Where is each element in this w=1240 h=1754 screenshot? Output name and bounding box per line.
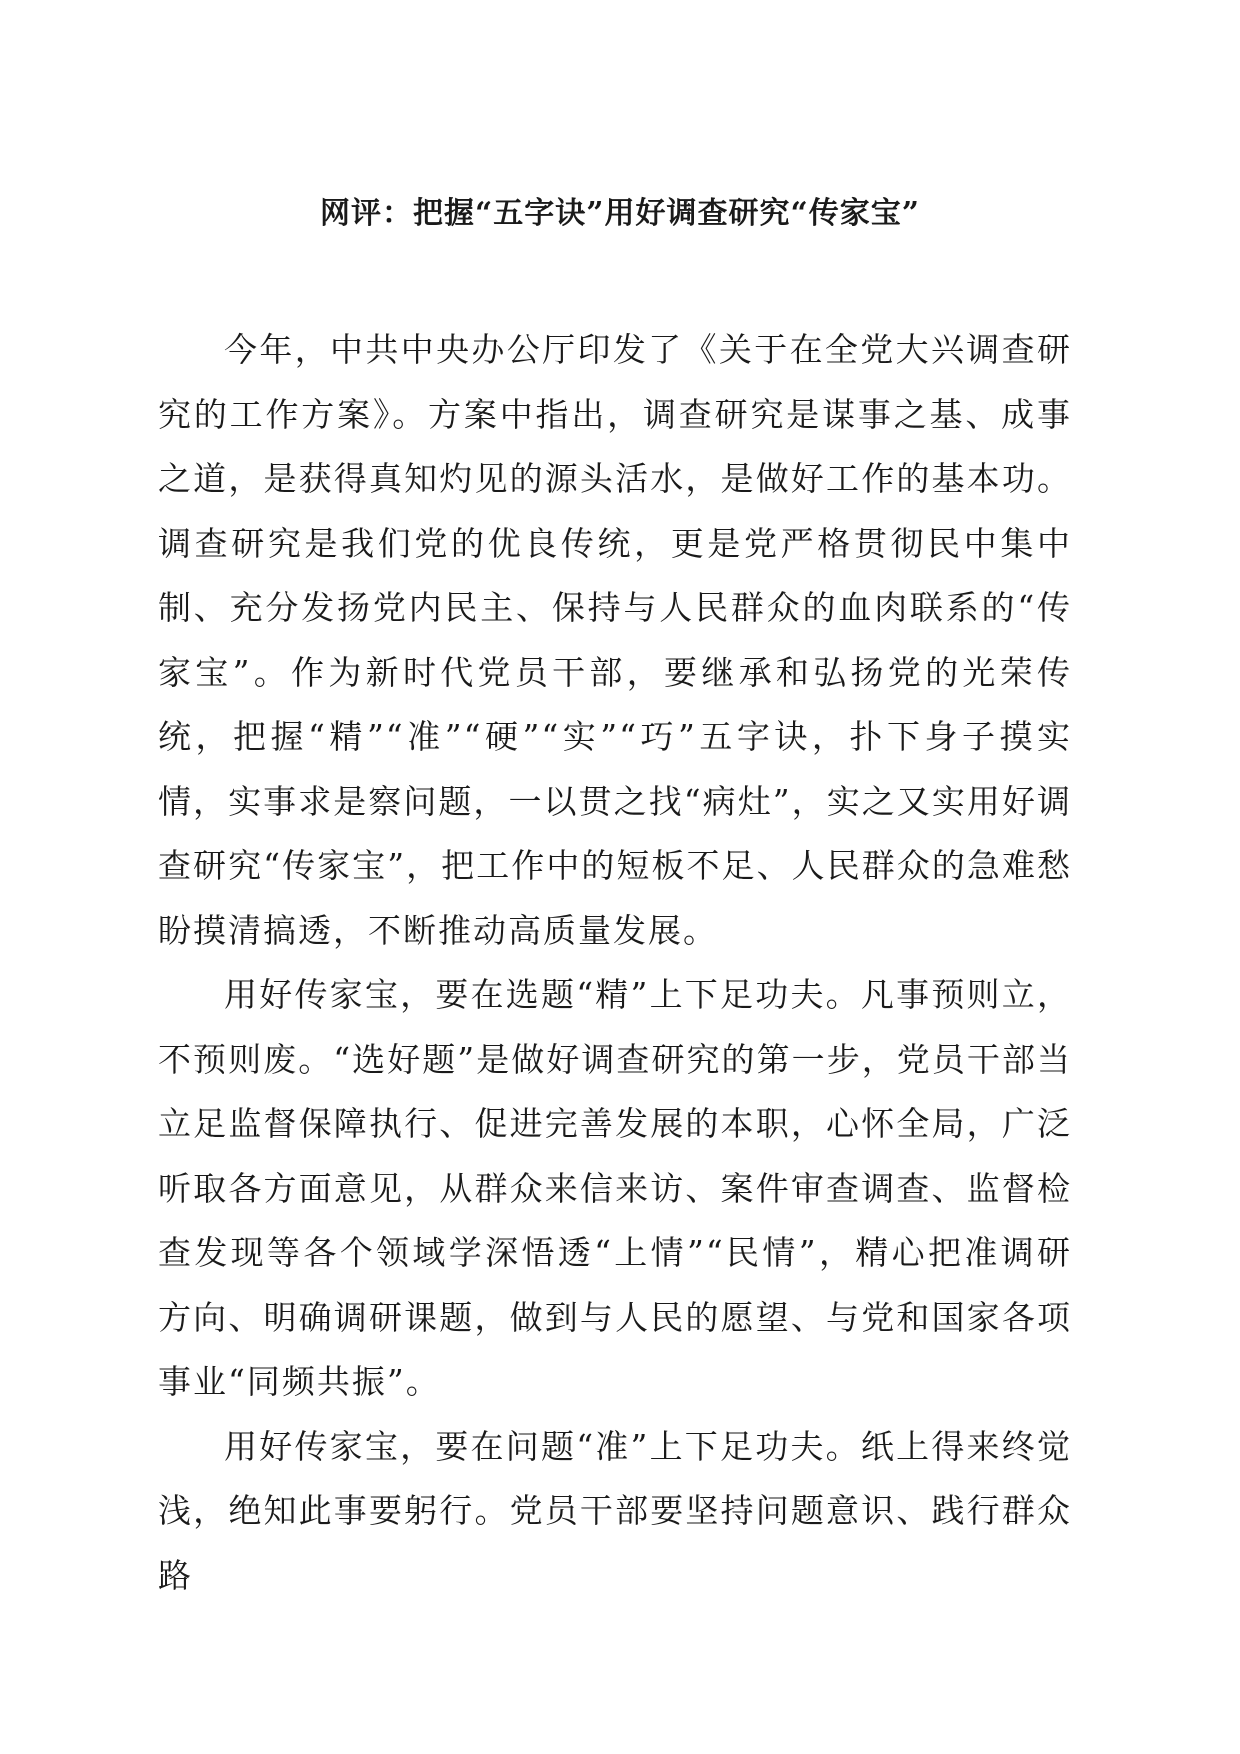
paragraph-problem-accuracy: 用好传家宝，要在问题“准”上下足功夫。纸上得来终觉浅，绝知此事要躬行。党员干部要坚持问题意识、践行群众路	[158, 1426, 1072, 1595]
document-title: 网评：把握“五字诀”用好调查研究“传家宝”	[319, 196, 921, 231]
document-body	[158, 318, 1072, 1608]
paragraph-topic-selection: 用好传家宝，要在选题“精”上下足功夫。凡事预则立，不预则废。“选好题”是做好调查研究的第一步，党员干部当立足监督保障执行、促进完善发展的本职，心怀全局，广泛听取各方面意见，从群众来信来访、案件审查调查、监督检查发现等各个领域学深悟透“上情”“民情”，精心把准调研方向、明确调研课题，做到与人民的愿望、与党和国家各项事业“同频共振”。	[158, 975, 1072, 1401]
paragraph-intro: 今年，中共中央办公厅印发了《关于在全党大兴调查研究的工作方案》。方案中指出，调查研究是谋事之基、成事之道，是获得真知灼见的源头活水，是做好工作的基本功。调查研究是我们党的优良传统，更是党严格贯彻民中集中制、充分发扬党内民主、保持与人民群众的血肉联系的“传家宝”。作为新时代党员干部，要继承和弘扬党的光荣传统，把握“精”“准”“硬”“实”“巧”五字诀，扑下身子摸实情，实事求是察问题，一以贯之找“病灶”，实之又实用好调查研究“传家宝”，把工作中的短板不足、人民群众的急难愁盼摸清搞透，不断推动高质量发展。	[158, 330, 1072, 950]
